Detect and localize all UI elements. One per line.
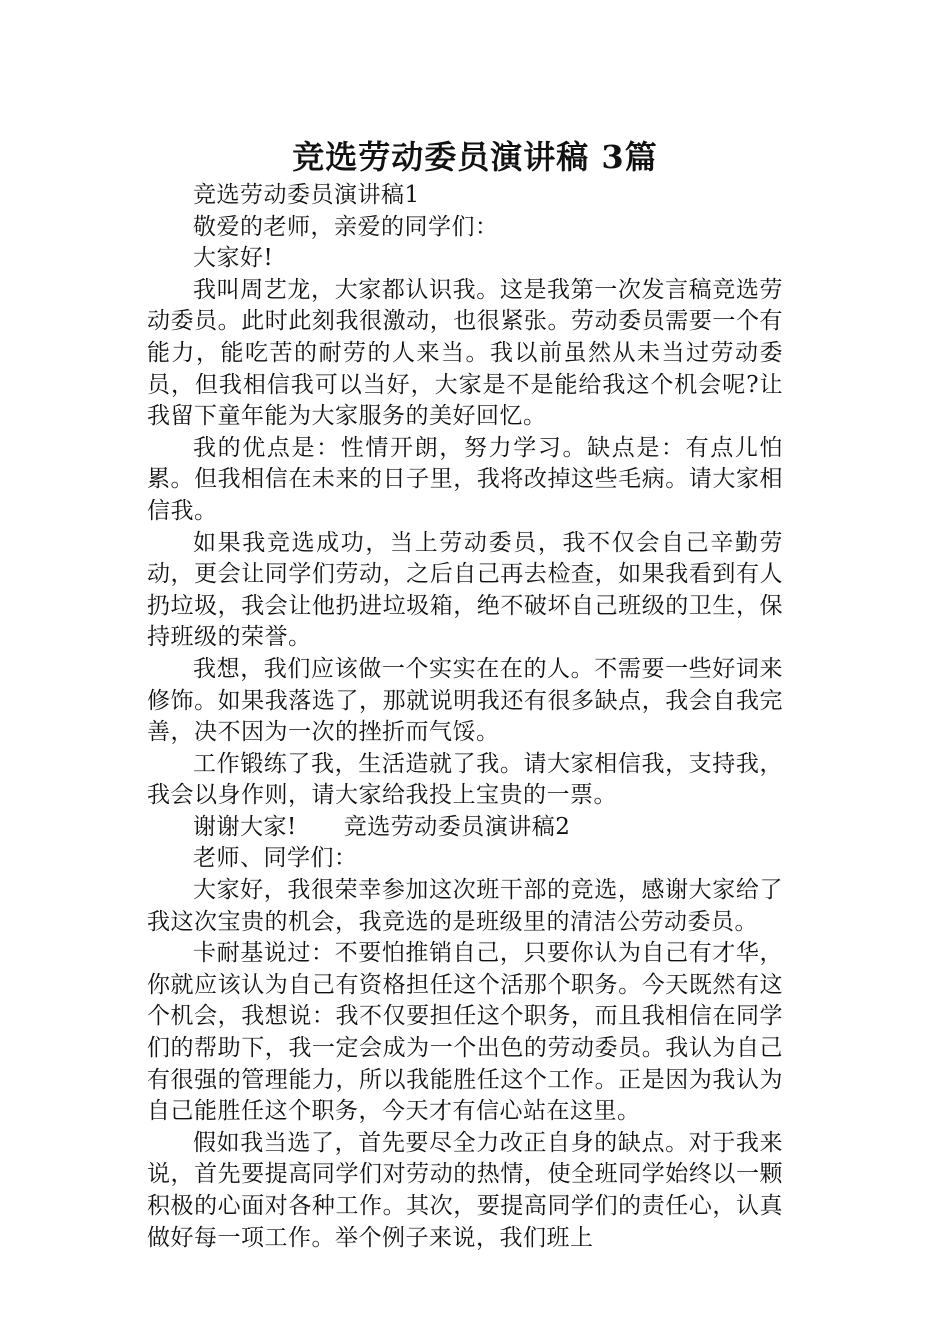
greeting: 大家好! <box>193 245 274 272</box>
body-paragraph: 假如我当选了，首先要尽全力改正自身的缺点。对于我来说，首先要提高同学们对劳动的热情，使全班同学始终以一颗积极的心面对各种工作。其次，要提高同学们的责任心，认真做好每一项工作。举个例子来说，我们班上 <box>147 1129 783 1251</box>
document-body <box>147 180 783 1254</box>
body-paragraph: 如果我竞选成功，当上劳动委员，我不仅会自己辛勤劳动，更会让同学们劳动，之后自己再去检查，如果我看到有人扔垃圾，我会让他扔进垃圾箱，绝不破坏自己班级的卫生，保持班级的荣誉。 <box>147 529 783 651</box>
body-paragraph: 我叫周艺龙，大家都认识我。这是我第一次发言稿竞选劳动委员。此时此刻我很激动，也很紧张。劳动委员需要一个有能力，能吃苦的耐劳的人来当。我以前虽然从未当过劳动委员，但我相信我可以当好，大家是不是能给我这个机会呢?让我留下童年能为大家服务的美好回忆。 <box>147 276 783 430</box>
body-paragraph: 我的优点是：性情开朗，努力学习。缺点是：有点儿怕累。但我相信在未来的日子里，我将改掉这些毛病。请大家相信我。 <box>147 434 783 524</box>
body-paragraph: 我想，我们应该做一个实实在在的人。不需要一些好词来修饰。如果我落选了，那就说明我还有很多缺点，我会自我完善，决不因为一次的挫折而气馁。 <box>147 655 783 746</box>
body-paragraph: 大家好，我很荣幸参加这次班干部的竞选，感谢大家给了我这次宝贵的机会，我竞选的是班级里的清洁公劳动委员。 <box>147 877 783 935</box>
body-paragraph: 工作锻练了我，生活造就了我。请大家相信我，支持我，我会以身作则，请大家给我投上宝贵的一票。 <box>147 750 783 809</box>
subheading-speech-1: 竞选劳动委员演讲稿1 <box>193 182 420 208</box>
closing-and-subheading-speech-2: 谢谢大家! 竞选劳动委员演讲稿2 <box>193 813 571 840</box>
document-title: 竞选劳动委员演讲稿 3篇 <box>292 138 658 176</box>
salutation: 老师、同学们： <box>193 845 358 872</box>
salutation: 敬爱的老师，亲爱的同学们： <box>193 213 499 240</box>
body-paragraph: 卡耐基说过：不要怕推销自己，只要你认为自己有才华，你就应该认为自己有资格担任这个活那个职务。今天既然有这个机会，我想说：我不仅要担任这个职务，而且我相信在同学们的帮助下，我一定会成为一个出色的劳动委员。我认为自己有很强的管理能力，所以我能胜任这个工作。正是因为我认为自己能胜任这个职务，今天才有信心站在这里。 <box>147 940 783 1125</box>
